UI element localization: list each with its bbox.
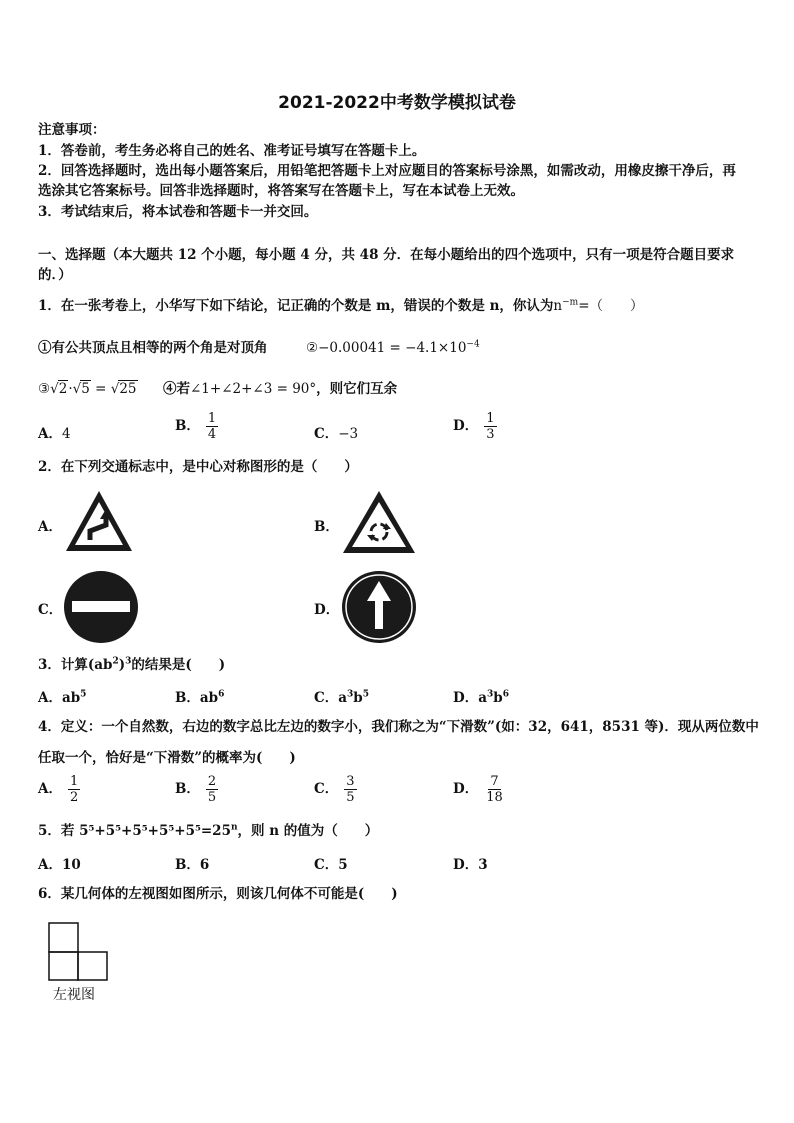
option-tailsup: 5	[362, 689, 369, 700]
radical-icon: √	[110, 381, 120, 397]
q4-stem-line1: 4．定义：一个自然数，右边的数字总比左边的数字小，我们称之为“下滑数”(如：32，641，8531 等)．现从两位数中	[38, 719, 759, 735]
q1-s3-c: 25	[119, 381, 137, 397]
q2-option-a-label[interactable]: A．	[38, 519, 62, 535]
q5-option-d[interactable]	[453, 853, 488, 873]
q4-stem-line2: 任取一个，恰好是“下滑数”的概率为( )	[38, 750, 296, 766]
q1-s3-a: 2	[58, 381, 68, 397]
denominator: 4	[207, 427, 217, 442]
left-view-caption: 左视图	[53, 987, 95, 1003]
option-sup: 6	[218, 689, 225, 700]
notice-heading: 注意事项：	[38, 122, 106, 138]
q1-statement-1	[38, 338, 268, 358]
option-label: B．	[175, 418, 200, 434]
notice-item-3: 3．考试结束后，将本试卷和答题卡一并交回。	[38, 204, 318, 220]
numerator: 1	[486, 411, 495, 426]
q3-stem-b: )	[118, 657, 126, 673]
q3-stem-c: 的结果是( )	[131, 657, 226, 673]
q2-option-c-label[interactable]: C．	[38, 602, 63, 618]
fraction	[206, 411, 218, 442]
option-tail: b	[493, 690, 503, 706]
fraction	[344, 774, 356, 805]
option-base: a	[338, 690, 347, 706]
radical-icon: √	[72, 381, 82, 397]
q4-option-d[interactable]	[453, 774, 505, 805]
dot-operator-icon: ·	[68, 381, 73, 397]
left-view-diagram	[48, 922, 110, 982]
q1-s1: ①有公共顶点且相等的两个角是对顶角	[38, 340, 268, 356]
option-label: C．	[314, 857, 339, 873]
q5-option-b[interactable]	[175, 853, 209, 873]
numerator: 1	[207, 411, 217, 426]
bottom-left-square	[49, 952, 78, 980]
equals-icon: =	[90, 381, 111, 397]
q5-stem-prefix: 5．若	[38, 823, 80, 839]
no-entry-sign-icon[interactable]	[61, 569, 141, 645]
option-sup: 5	[80, 689, 87, 700]
q5-option-a[interactable]	[38, 853, 81, 873]
arrow-shaft	[375, 599, 383, 629]
q3-stem-a: 3．计算(ab	[38, 657, 113, 673]
q1-s3-label: ③	[38, 381, 51, 397]
option-label: B．	[175, 690, 200, 706]
q3-option-a[interactable]	[38, 686, 86, 706]
option-label: A．	[38, 426, 62, 442]
option-tail: b	[353, 690, 363, 706]
q5-equals: =25	[200, 823, 231, 839]
q5-terms: 5⁵+5⁵+5⁵+5⁵+5⁵	[79, 823, 201, 839]
option-label: A．	[38, 781, 62, 797]
q3-sup1: 2	[112, 656, 119, 667]
option-label: B．	[175, 781, 200, 797]
option-value: 3	[478, 857, 488, 873]
notice-item-2-cont: 选涂其它答案标号。回答非选择题时，将答案写在答题卡上，写在本试卷上无效。	[38, 183, 524, 199]
option-label: B．	[175, 857, 200, 873]
denominator: 3	[486, 427, 495, 442]
notice-item-2: 2．回答选择题时，选出每小题答案后，用铅笔把答题卡上对应题目的答案标号涂黑，如需改动，用橡皮擦干净后，再	[38, 163, 736, 179]
q1-s2-exp: −4	[466, 339, 480, 350]
roundabout-sign-icon[interactable]	[339, 487, 419, 557]
q1-option-c[interactable]	[314, 422, 358, 442]
q5-option-c[interactable]	[314, 853, 348, 873]
option-label: C．	[314, 781, 339, 797]
q1-stem-text: 1．在一张考卷上，小华写下如下结论，记正确的个数是 m，错误的个数是 n，你认为	[38, 298, 554, 314]
denominator: 5	[207, 790, 217, 805]
q3-sup2: 3	[125, 656, 132, 667]
straight-ahead-sign-icon[interactable]	[339, 569, 419, 645]
option-label: C．	[314, 690, 339, 706]
q3-option-c[interactable]	[314, 686, 369, 706]
option-label: D．	[453, 418, 479, 434]
page-title: 2021-2022中考数学模拟试卷	[278, 93, 516, 113]
option-label: D．	[453, 690, 479, 706]
numerator: 7	[490, 774, 499, 789]
q5-stem	[38, 821, 378, 841]
q1-s2-label: ②	[306, 340, 319, 356]
q6-stem: 6．某几何体的左视图如图所示，则该几何体不可能是( )	[38, 886, 398, 902]
section-heading: 一、选择题（本大题共 12 个小题，每小题 4 分，共 48 分．在每小题给出的四个选项中，只有一项是符合题目要求	[38, 247, 735, 263]
fraction	[68, 774, 80, 805]
option-sup: 3	[486, 689, 494, 700]
option-base: ab	[61, 690, 81, 706]
option-label: A．	[38, 690, 62, 706]
numerator: 1	[69, 774, 79, 789]
q5-n: n	[230, 822, 238, 833]
option-value: −3	[338, 426, 359, 442]
option-value: 6	[199, 857, 210, 873]
q1-option-b[interactable]	[175, 411, 218, 442]
q1-expr-tail: =（ ）	[578, 298, 644, 314]
q1-s4-tail: ，则它们互余	[316, 381, 398, 397]
radical-icon: √	[50, 381, 59, 397]
q1-s3-b: 5	[81, 381, 90, 397]
q4-option-b[interactable]	[175, 774, 218, 805]
fraction	[484, 411, 496, 442]
top-square	[49, 923, 78, 952]
winding-road-sign-icon[interactable]	[62, 487, 136, 557]
q1-statement-3	[38, 379, 138, 399]
white-bar	[72, 601, 130, 612]
q1-expr-base: n	[553, 298, 563, 314]
q1-stem	[38, 296, 644, 316]
bottom-right-square	[78, 952, 107, 980]
q1-s4-label: ④若	[163, 381, 190, 397]
numerator: 3	[346, 774, 355, 789]
option-label: C．	[314, 426, 339, 442]
q3-stem	[38, 655, 225, 675]
q4-option-c[interactable]	[314, 774, 357, 805]
q2-stem: 2．在下列交通标志中，是中心对称图形的是（ ）	[38, 459, 358, 475]
section-heading-cont: 的．）	[38, 267, 72, 283]
numerator: 2	[207, 774, 217, 789]
q1-s4-math: ∠1+∠2+∠3 = 90°	[190, 381, 317, 397]
fraction	[484, 774, 505, 805]
q2-option-b-label[interactable]: B．	[314, 519, 339, 535]
q3-option-d[interactable]	[453, 686, 509, 706]
option-base: a	[478, 690, 487, 706]
q3-option-b[interactable]	[175, 686, 224, 706]
option-value: 5	[338, 857, 348, 873]
q2-option-d-label[interactable]: D．	[314, 602, 340, 618]
q1-expr-exp: −m	[562, 297, 579, 308]
fraction	[206, 774, 218, 805]
option-base: ab	[199, 690, 219, 706]
option-label: D．	[453, 781, 479, 797]
q1-s2-math: −0.00041 = −4.1×10	[318, 340, 467, 356]
denominator: 2	[69, 790, 79, 805]
option-label: D．	[453, 857, 479, 873]
q5-stem-tail: ，则 n 的值为（ ）	[237, 823, 379, 839]
denominator: 5	[346, 790, 355, 805]
option-label: A．	[38, 857, 62, 873]
notice-item-1: 1．答卷前，考生务必将自己的姓名、准考证号填写在答题卡上。	[38, 143, 426, 159]
denominator: 18	[486, 790, 503, 805]
q1-option-a[interactable]	[38, 422, 71, 442]
option-sup: 3	[347, 689, 354, 700]
q1-statement-2	[306, 338, 480, 358]
q4-option-a[interactable]	[38, 774, 80, 805]
option-value: 4	[61, 426, 71, 442]
q1-statement-4	[163, 379, 397, 399]
q1-option-d[interactable]	[453, 411, 497, 442]
option-tailsup: 6	[502, 689, 509, 700]
option-value: 10	[61, 857, 81, 873]
